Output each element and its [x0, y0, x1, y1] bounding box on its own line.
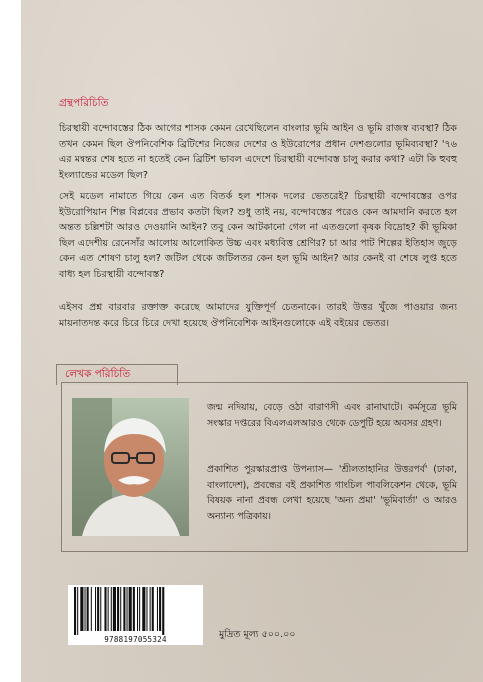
barcode-bar — [85, 587, 86, 631]
barcode-bar — [77, 587, 78, 635]
barcode-bar — [113, 587, 116, 631]
barcode-bar — [129, 587, 132, 631]
author-photo — [72, 398, 189, 536]
barcode-bar — [133, 587, 135, 631]
barcode-bar — [152, 587, 154, 631]
barcode-bar — [150, 587, 151, 631]
barcode-bar — [111, 587, 112, 631]
barcode-bar — [108, 587, 109, 631]
barcode-bar — [87, 587, 89, 631]
book-intro-paragraph-2: সেই মডেল নামাতে গিয়ে কেন এত বিতর্ক হল শাসক দলের ভেতরেই? চিরস্থায়ী বন্দোবস্তের ওপর ইউরোপিয়ান শিল্প বিপ্লবের প্রভাব কতটা ছিল? শুধু তাই নয়, বন্দোবস্তের পরেও কেন আমদানি করতে হল অন্তত চল্লিশটা আরও দেওয়ানি আইন? তবু কেন আটকানো গেল না এতগুলো কৃষক বিদ্রোহ? কী ভূমিকা ছিল এদেশীয় রেনেসাঁর আলোয় আলোকিত উচ্চ এবং মধ্যবিত্ত শ্রেণির? চা আর পাট শিল্পের ইতিহাস জুড়ে কেন এত শোষণ চালু হল? জটিল থেকে জটিলতর কেন হল ভূমি আইন? আর কেনই বা শেষে লুপ্ত হতে বাধ্য হল চিরস্থায়ী বন্দোবস্ত? — [59, 191, 457, 280]
book-intro-paragraph-3: এইসব প্রশ্ন বারবার রক্তাক্ত করেছে আমাদের যুক্তিপূর্ণ চেতনাকে। তারই উত্তর খুঁজে পাওয়ার জন্য মায়নাতদন্ত করে চিরে চিরে দেখা হয়েছে ঔপনিবেশিক আইনগুলোকে এই বইয়ের ভেতর। — [59, 302, 457, 329]
barcode-bar — [80, 587, 83, 631]
book-intro-heading: গ্রন্থপরিচিতি — [59, 97, 109, 109]
barcode-bar — [95, 587, 96, 631]
barcode-bar — [117, 587, 119, 631]
isbn-number: 9788197055324 — [104, 635, 167, 644]
barcode-bar — [157, 587, 158, 631]
barcode-bar — [123, 587, 125, 631]
barcode-bar — [127, 587, 128, 631]
barcode-bar — [120, 587, 121, 631]
author-intro-paragraph-1: জন্ম নদিয়ায়, বেড়ে ওঠা বারাণসী এবং রানাঘাটে। কর্মসূত্রে ভূমি সংস্কার দপ্তরের বিএলএলআরও থেকে ডেপুটি হয়ে অবসর গ্রহণ। — [207, 402, 457, 429]
isbn-barcode — [68, 585, 203, 645]
barcode-bar — [142, 587, 145, 631]
book-intro-paragraph-1: চিরস্থায়ী বন্দোবস্তের ঠিক আগের শাসক কেমন রেখেছিলেন বাংলার ভূমি আইন ও ভূমি রাজস্ব ব্যবস্থা? ঠিক তখন কেমন ছিল ঔপনিবেশিক ব্রিটিশের নিজের দেশের ও ইউরোপের প্রধান দেশগুলোর ভূমিব্যবস্থা? '৭৬ এর মন্বন্তর শেষ হতে না হতেই কেন ব্রিটিশ ভাবল এদেশে চিরস্থায়ী বন্দোবস্ত চালু করার কথা? এটা কি হুবহু ইংল্যান্ডের মডেল ছিল? — [59, 123, 457, 181]
barcode-bar — [74, 587, 76, 635]
barcode-bar — [97, 587, 99, 631]
barcode-bar — [91, 587, 92, 631]
barcode-bar — [162, 587, 164, 635]
barcode-bar — [159, 587, 161, 631]
barcode-bar — [100, 587, 101, 631]
barcode-bar — [137, 587, 138, 631]
printed-price: মুদ্রিত মূল্য ৫০০.০০ — [219, 629, 296, 640]
author-intro-heading: লেখক পরিচিতি — [65, 368, 131, 380]
barcode-bar — [104, 587, 106, 631]
barcode-bar — [139, 587, 140, 631]
barcode-bar — [146, 587, 147, 631]
author-intro-paragraph-2: প্রকাশিত পুরস্কারপ্রাপ্ত উপন্যাস— 'শ্রীলতাহানির উত্তরপর্ব' (ঢাকা, বাংলাদেশ), প্রবন্ধের বই প্রকাশিত গাংচিল পাবলিকেশন থেকে, ভূমি বিষয়ক নানা প্রবন্ধ লেখা হয়েছে 'অন্য প্রমা' 'ভূমিবার্তা' ও আরও অন্যান্য পত্রিকায়। — [207, 464, 457, 522]
back-cover — [21, 0, 483, 682]
